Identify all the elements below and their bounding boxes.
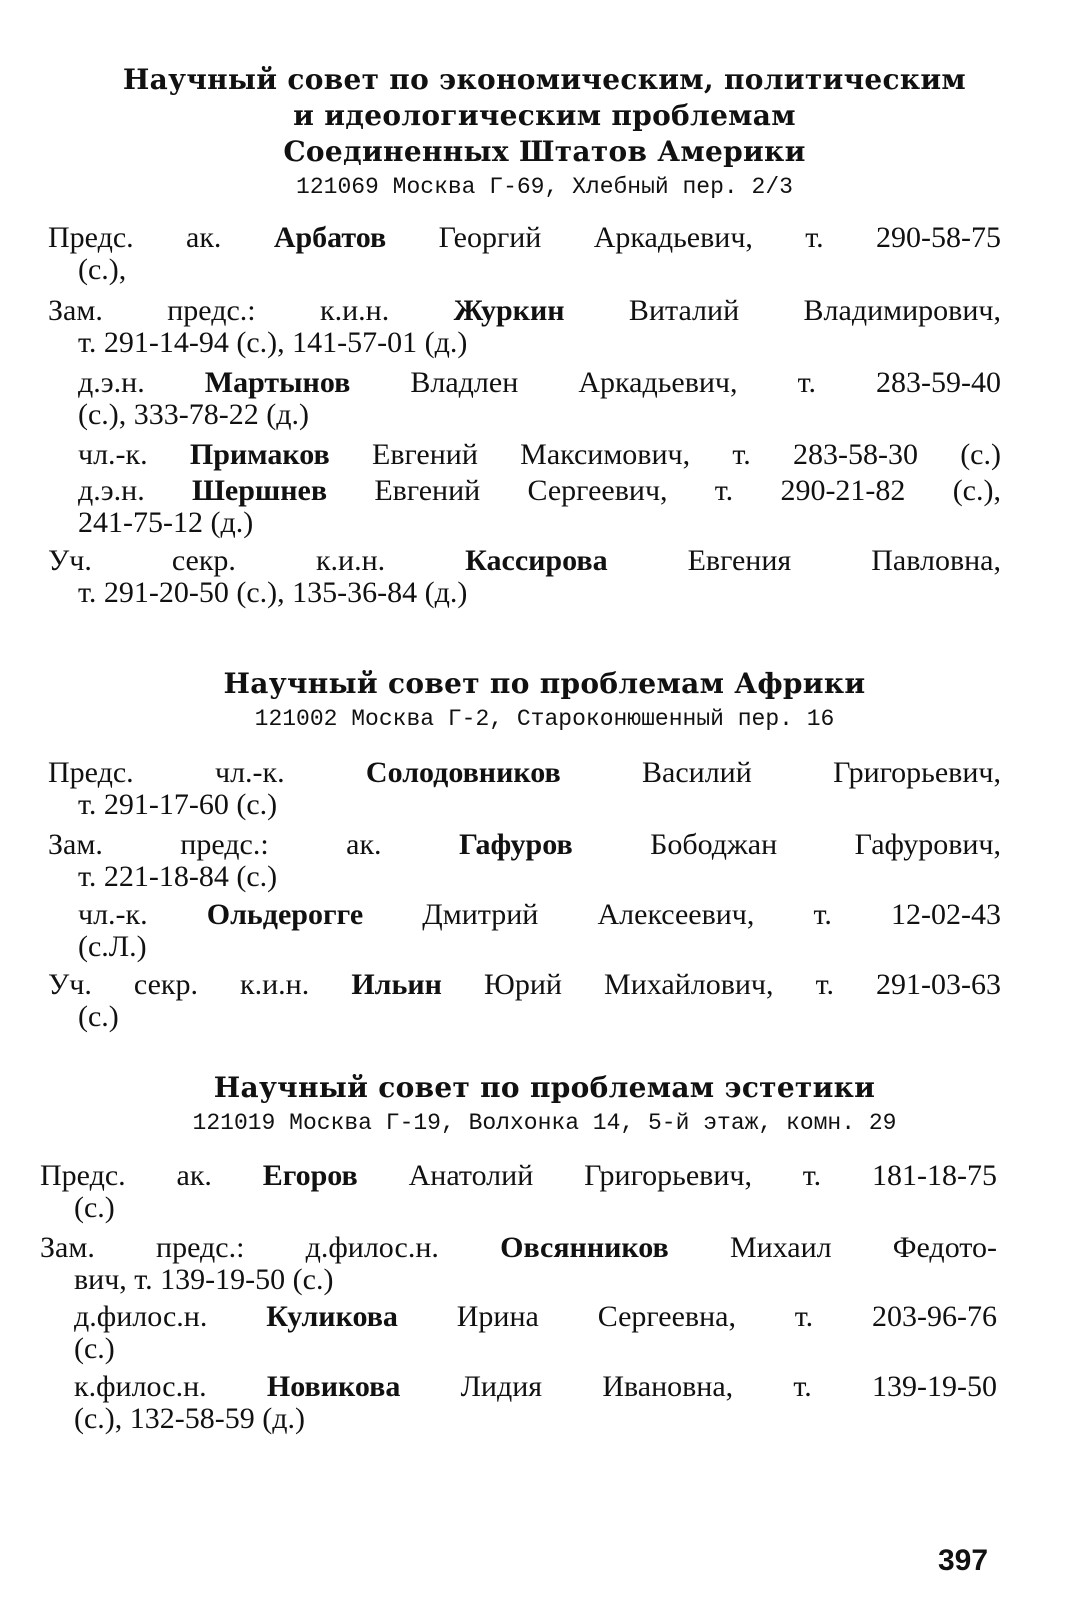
entry-line: Зам. предс.: к.и.н. Журкин Виталий Владимирович, bbox=[48, 294, 1001, 327]
entry-continuation: т. 291-20-50 (с.), 135-36-84 (д.) bbox=[78, 576, 468, 609]
entry-line: Зам. предс.: д.филос.н. Овсянников Михаил Федото- bbox=[40, 1231, 997, 1264]
entry-continuation: (с.), bbox=[78, 253, 127, 286]
section-heading-line: и идеологическим проблемам bbox=[293, 99, 796, 132]
entry-line: Уч. секр. к.и.н. Ильин Юрий Михайлович, т. 291-03-63 bbox=[48, 968, 1002, 1001]
entry-line: д.э.н. Мартынов Владлен Аркадьевич, т. 283-59-40 bbox=[78, 366, 1002, 399]
entry-continuation: (с.) bbox=[74, 1332, 115, 1365]
person-name: Новикова bbox=[266, 1370, 401, 1403]
entry-line: Уч. секр. к.и.н. Кассирова Евгения Павловна, bbox=[48, 544, 1001, 577]
entry-line: Предс. ак. Егоров Анатолий Григорьевич, т. 181-18-75 bbox=[40, 1159, 997, 1192]
entry-line: к.филос.н. Новикова Лидия Ивановна, т. 139-19-50 bbox=[74, 1370, 997, 1403]
section-heading-line: Научный совет по проблемам Африки bbox=[223, 667, 866, 700]
person-name: Примаков bbox=[189, 438, 330, 471]
entry-continuation: (с.) bbox=[78, 1000, 119, 1033]
person-name: Солодовников bbox=[365, 756, 561, 789]
person-name: Мартынов bbox=[204, 366, 351, 399]
entry-line: Предс. чл.-к. Солодовников Василий Григорьевич, bbox=[48, 756, 1001, 789]
section-address: 121002 Москва Г-2, Староконюшенный пер. 16 bbox=[254, 706, 835, 732]
person-name: Кассирова bbox=[465, 544, 608, 577]
page-number: 397 bbox=[938, 1544, 989, 1577]
section-africa-council bbox=[0, 666, 1089, 734]
person-name: Арбатов bbox=[273, 221, 387, 254]
person-name: Гафуров bbox=[459, 828, 573, 861]
entry-line: д.филос.н. Куликова Ирина Сергеевна, т. 203-96-76 bbox=[74, 1300, 997, 1333]
entry-continuation: т. 221-18-84 (с.) bbox=[78, 860, 278, 893]
entry-continuation: т. 291-14-94 (с.), 141-57-01 (д.) bbox=[78, 326, 468, 359]
entry-continuation: 241-75-12 (д.) bbox=[78, 506, 254, 539]
section-usa-council bbox=[0, 62, 1089, 202]
entry-continuation: (с.Л.) bbox=[78, 930, 147, 963]
entry-continuation: (с.) bbox=[74, 1191, 115, 1224]
section-heading-line: Научный совет по проблемам эстетики bbox=[213, 1071, 876, 1104]
entry-continuation: (с.), 333-78-22 (д.) bbox=[78, 398, 310, 431]
section-aesthetics-council bbox=[0, 1070, 1089, 1138]
person-name: Шершнев bbox=[191, 474, 328, 507]
section-address: 121019 Москва Г-19, Волхонка 14, 5-й этаж, комн. 29 bbox=[192, 1110, 897, 1136]
person-name: Егоров bbox=[262, 1159, 358, 1192]
person-name: Ольдерогге bbox=[206, 898, 364, 931]
entry-continuation: т. 291-17-60 (с.) bbox=[78, 788, 278, 821]
section-heading-line: Соединенных Штатов Америки bbox=[283, 135, 806, 168]
entry-line: чл.-к. Ольдерогге Дмитрий Алексеевич, т. 12-02-43 bbox=[78, 898, 1002, 931]
person-name: Овсянников bbox=[500, 1231, 669, 1264]
person-name: Куликова bbox=[266, 1300, 398, 1333]
entry-line: Зам. предс.: ак. Гафуров Бободжан Гафурович, bbox=[48, 828, 1002, 861]
person-name: Журкин bbox=[453, 294, 565, 327]
entry-line: Предс. ак. Арбатов Георгий Аркадьевич, т. 290-58-75 bbox=[48, 221, 1001, 254]
entry-continuation: (с.), 132-58-59 (д.) bbox=[74, 1402, 306, 1435]
person-name: Ильин bbox=[351, 968, 442, 1001]
section-address: 121069 Москва Г-69, Хлебный пер. 2/3 bbox=[296, 174, 793, 200]
entry-line: д.э.н. Шершнев Евгений Сергеевич, т. 290-21-82 (с.), bbox=[78, 474, 1001, 507]
entry-continuation: вич, т. 139-19-50 (с.) bbox=[74, 1263, 334, 1296]
section-heading-line: Научный совет по экономическим, политическим bbox=[122, 63, 967, 96]
entry-line: чл.-к. Примаков Евгений Максимович, т. 283-58-30 (с.) bbox=[78, 438, 1001, 471]
